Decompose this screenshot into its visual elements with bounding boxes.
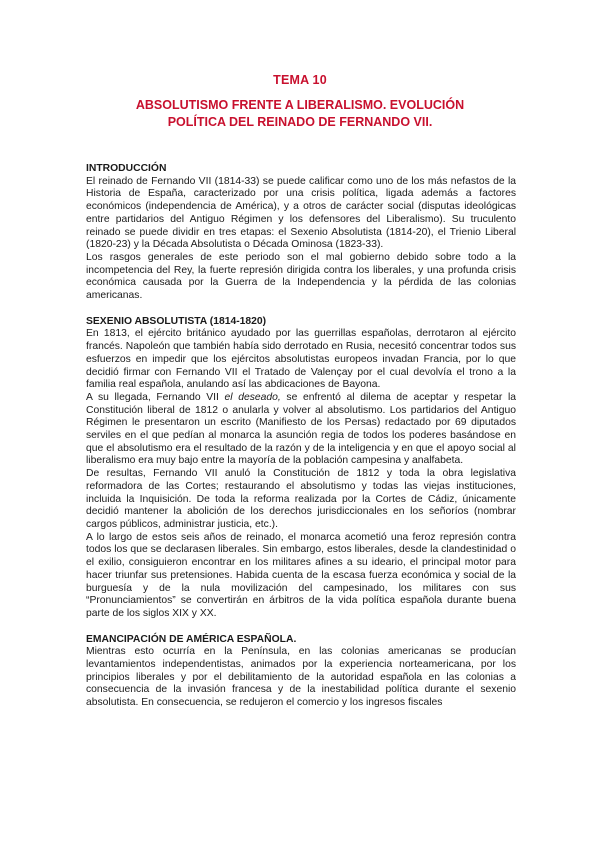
section-heading: SEXENIO ABSOLUTISTA (1814-1820) [86, 315, 267, 327]
section-heading: INTRODUCCIÓN [86, 163, 167, 174]
document-body [86, 163, 516, 723]
chapter-title [90, 97, 510, 131]
paragraph: El reinado de Fernando VII (1814-33) se puede calificar como uno de los más nefastos de la Historia de España, caracterizado por una crisis política, ligada además a factores económicos (independencia de América), y a otros de carácter social (disputas ideológicas entre partidarios del Antiguo Régimen y los defensores del Liberalismo). Su truculento reinado se puede dividir en tres etapas: el Sexenio Absolutista (1814-20), el Trienio Liberal (1820-23) y la Década Absolutista o Década Ominosa (1823-33). [86, 175, 516, 251]
chapter-title-line2: POLÍTICA DEL REINADO DE FERNANDO VII. [167, 115, 433, 129]
paragraph: Mientras esto ocurría en la Península, en las colonias americanas se producían levantamientos independentistas, animados por la experiencia norteamericana, por los principios liberales y por el debilitamiento de la autoridad española en las colonias a consecuencia de la invasión francesa y de la inestabilidad política durante el sexenio absolutista. En consecuencia, se redujeron el comercio y los ingresos fiscales [86, 646, 516, 709]
section-heading: EMANCIPACIÓN DE AMÉRICA ESPAÑOLA. [86, 633, 297, 645]
emphasis-text: el deseado, [224, 391, 281, 403]
chapter-number: TEMA 10 [273, 73, 327, 87]
section-emancipacion [86, 634, 516, 710]
chapter-title-line1: ABSOLUTISMO FRENTE A LIBERALISMO. EVOLUCIÓN [135, 98, 465, 112]
paragraph: Los rasgos generales de este periodo son el mal gobierno debido sobre todo a la incompetencia del Rey, la fuerte represión dirigida contra los liberales, y una profunda crisis económica causada por la Guerra de la Independencia y la pérdida de las colonias americanas. [86, 251, 516, 302]
paragraph: A lo largo de estos seis años de reinado, el monarca acometió una feroz represión contra todos los que se declarasen liberales. Sin embargo, estos liberales, desde la clandestinidad o el exilio, consiguieron encontrar en los militares afines a su ideario, el principal motor para hacer triunfar sus pretensiones. Habida cuenta de la escasa fuerza económica y social de la burguesía y de la nula movilización del campesinado, los militares con sus “Pronunciamientos” se convertirán en árbitros de la vida política española durante buena parte de los siglos XIX y XX. [86, 531, 516, 619]
paragraph: En 1813, el ejército británico ayudado por las guerrillas españolas, derrotaron al ejército francés. Napoleón que también había sido derrotado en Rusia, necesitó concentrar todos sus esfuerzos en impedir que los ejércitos absolutistas europeos invadan Francia, por lo que decidió firmar con Fernando VII el Tratado de Valençay por el cual devolvía el trono a la familia real española, anulando así las abdicaciones de Bayona. [86, 328, 516, 391]
paragraph-text: se enfrentó al dilema de aceptar y respetar la Constitución liberal de 1812 o anularla y volver al absolutismo. Los partidarios del Antiguo Régimen le presentaron un escrito (Manifiesto de los Persas) redactado por 69 diputados serviles en el que pedían al monarca la asunción regia de todos los poderes basándose en que el absolutismo era el resultado de la razón y de la inteligencia y en que el apoyo social al liberalismo era muy bajo entre la mayoría de la población campesina y analfabeta. [86, 391, 516, 467]
section-sexenio [86, 316, 516, 621]
paragraph-text: A su llegada, Fernando VII [86, 391, 225, 403]
paragraph: De resultas, Fernando VII anuló la Constitución de 1812 y toda la obra legislativa reformadora de las Cortes; restaurando el absolutismo y todas las viejas instituciones, incluida la Inquisición. De toda la reforma realizada por la Cortes de Cádiz, únicamente decidió mantener la abolición de los derechos jurisdiccionales en los señoríos (nombrar cargos públicos, administrar justicia, etc.). [86, 468, 516, 530]
paragraph [86, 392, 516, 468]
section-introduccion [86, 163, 516, 303]
